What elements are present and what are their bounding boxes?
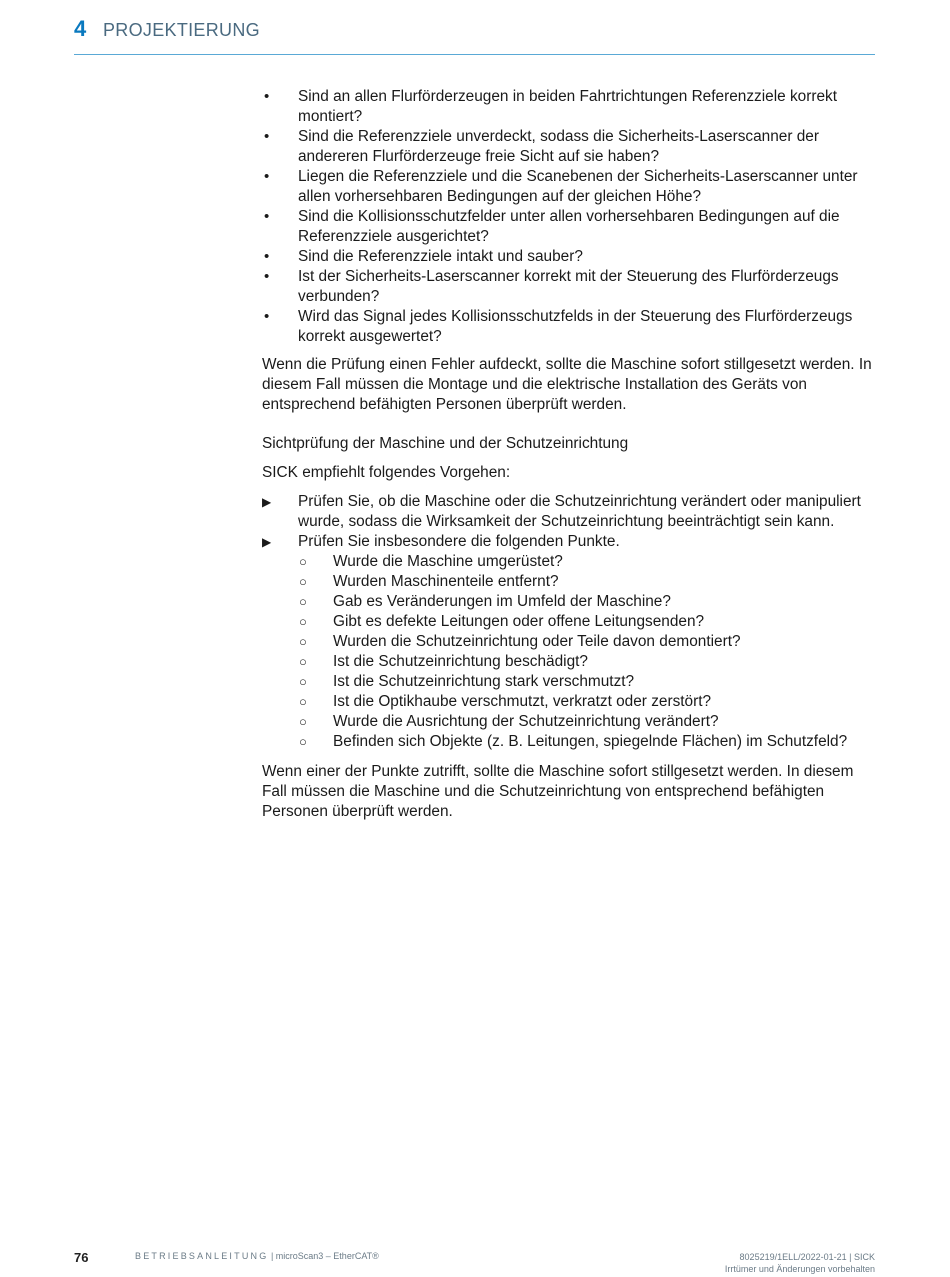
- step-item: ▶ Prüfen Sie insbesondere die folgenden Punkte. ○ Wurde die Maschine umgerüstet? ○ Wurden Maschinenteile entfernt? ○ Gab es Veränderungen im Umfeld der Maschine? ○ Gibt es defekte Leitungen oder offene Leitungsenden? ○ Wurden die Schutzeinrichtung oder Teile davon demontiert? ○ Ist die Schutzeinrichtung beschädigt? ○ Ist die Schutzeinrichtung stark verschmutzt? ○ Ist die Optikhaube verschmutzt, verkratzt oder zerstört? ○ Wurde die Ausrichtung der Schutzeinrichtung verändert? ○ Befinden sich Objekte (z. B. Leitungen, spiegelnde Flächen) im Schutzfeld?: [262, 532, 876, 752]
- footer-doc-type: BETRIEBSANLEITUNG: [135, 1251, 269, 1261]
- chapter-number: 4: [74, 16, 87, 41]
- step-item: ▶ Prüfen Sie, ob die Maschine oder die Schutzeinrichtung verändert oder manipuliert wurde, sodass die Wirksamkeit der Schutzeinrichtung beeinträchtigt sein kann.: [262, 493, 861, 530]
- chapter-title: PROJEKTIERUNG: [103, 20, 260, 40]
- footer-info: [725, 1251, 875, 1275]
- paragraph-error-found: Wenn die Prüfung einen Fehler aufdeckt, sollte die Maschine sofort stillgesetzt werden. In diesem Fall müssen die Montage und die elektrische Installation des Geräts von entsprechend befähigten Personen überprüft werden.: [262, 356, 872, 413]
- triangle-right-icon: ▶: [262, 495, 272, 509]
- page-header: [74, 14, 875, 55]
- list-item: ○ Gibt es defekte Leitungen oder offene Leitungsenden?: [299, 613, 705, 630]
- circle-bullet-icon: ○: [299, 654, 307, 669]
- list-item: • Sind die Referenzziele unverdeckt, sodass die Sicherheits-Laserscanner der andereren Flurförderzeuge freie Sicht auf sie haben?: [264, 128, 819, 165]
- list-item: • Ist der Sicherheits-Laserscanner korrekt mit der Steuerung des Flurförderzeugs verbunden?: [264, 268, 839, 305]
- list-item: ○ Ist die Schutzeinrichtung beschädigt?: [299, 653, 588, 670]
- bullet-icon: •: [264, 168, 270, 185]
- bullet-icon: •: [264, 268, 270, 285]
- check-list: [298, 552, 876, 752]
- triangle-right-icon: ▶: [262, 535, 272, 549]
- bullet-icon: •: [264, 88, 270, 105]
- section-heading: Sichtprüfung der Maschine und der Schutzeinrichtung: [262, 435, 629, 452]
- list-item: ○ Wurde die Ausrichtung der Schutzeinrichtung verändert?: [299, 713, 719, 730]
- list-item: • Wird das Signal jedes Kollisionsschutzfelds in der Steuerung des Flurförderzeugs korrekt ausgewertet?: [264, 308, 853, 345]
- footer-disclaimer: Irrtümer und Änderungen vorbehalten: [724, 1264, 875, 1274]
- footer-doc-id: 8025219/1ELL/2022-01-21 | SICK: [739, 1252, 875, 1262]
- circle-bullet-icon: ○: [299, 714, 307, 729]
- main-content: [262, 87, 876, 822]
- list-item: ○ Wurden Maschinenteile entfernt?: [299, 573, 559, 590]
- circle-bullet-icon: ○: [299, 674, 307, 689]
- question-list: [262, 87, 876, 347]
- circle-bullet-icon: ○: [299, 614, 307, 629]
- circle-bullet-icon: ○: [299, 734, 307, 749]
- footer-separator: |: [270, 1251, 276, 1261]
- list-item: • Liegen die Referenzziele und die Scanebenen der Sicherheits-Laserscanner unter allen vorhersehbaren Bedingungen auf der gleichen Höhe?: [264, 168, 858, 205]
- circle-bullet-icon: ○: [299, 634, 307, 649]
- list-item: ○ Befinden sich Objekte (z. B. Leitungen, spiegelnde Flächen) im Schutzfeld?: [299, 733, 848, 750]
- bullet-icon: •: [264, 208, 270, 225]
- footer-product: microScan3 – EtherCAT®: [275, 1251, 379, 1261]
- recommendation-text: SICK empfiehlt folgendes Vorgehen:: [262, 464, 511, 481]
- circle-bullet-icon: ○: [299, 574, 307, 589]
- bullet-icon: •: [264, 128, 270, 145]
- bullet-icon: •: [264, 308, 270, 325]
- footer-document-title: [135, 1251, 379, 1261]
- list-item: ○ Gab es Veränderungen im Umfeld der Maschine?: [299, 593, 671, 610]
- list-item: • Sind die Kollisionsschutzfelder unter allen vorhersehbaren Bedingungen auf die Referenzziele ausgerichtet?: [264, 208, 840, 245]
- step-list: [262, 492, 876, 752]
- list-item: ○ Ist die Optikhaube verschmutzt, verkratzt oder zerstört?: [299, 693, 712, 710]
- circle-bullet-icon: ○: [299, 594, 307, 609]
- list-item: • Sind an allen Flurförderzeugen in beiden Fahrtrichtungen Referenzziele korrekt montiert?: [264, 88, 837, 125]
- list-item: ○ Wurden die Schutzeinrichtung oder Teile davon demontiert?: [299, 633, 741, 650]
- circle-bullet-icon: ○: [299, 694, 307, 709]
- circle-bullet-icon: ○: [299, 554, 307, 569]
- paragraph-point-applies: Wenn einer der Punkte zutrifft, sollte die Maschine sofort stillgesetzt werden. In diesem Fall müssen die Maschine und die Schutzeinrichtung von entsprechend befähigten Personen überprüft werden.: [262, 763, 854, 820]
- page-number: 76: [74, 1250, 89, 1265]
- list-item: ○ Wurde die Maschine umgerüstet?: [299, 553, 563, 570]
- list-item: • Sind die Referenzziele intakt und sauber?: [264, 248, 583, 265]
- bullet-icon: •: [264, 248, 270, 265]
- list-item: ○ Ist die Schutzeinrichtung stark verschmutzt?: [299, 673, 635, 690]
